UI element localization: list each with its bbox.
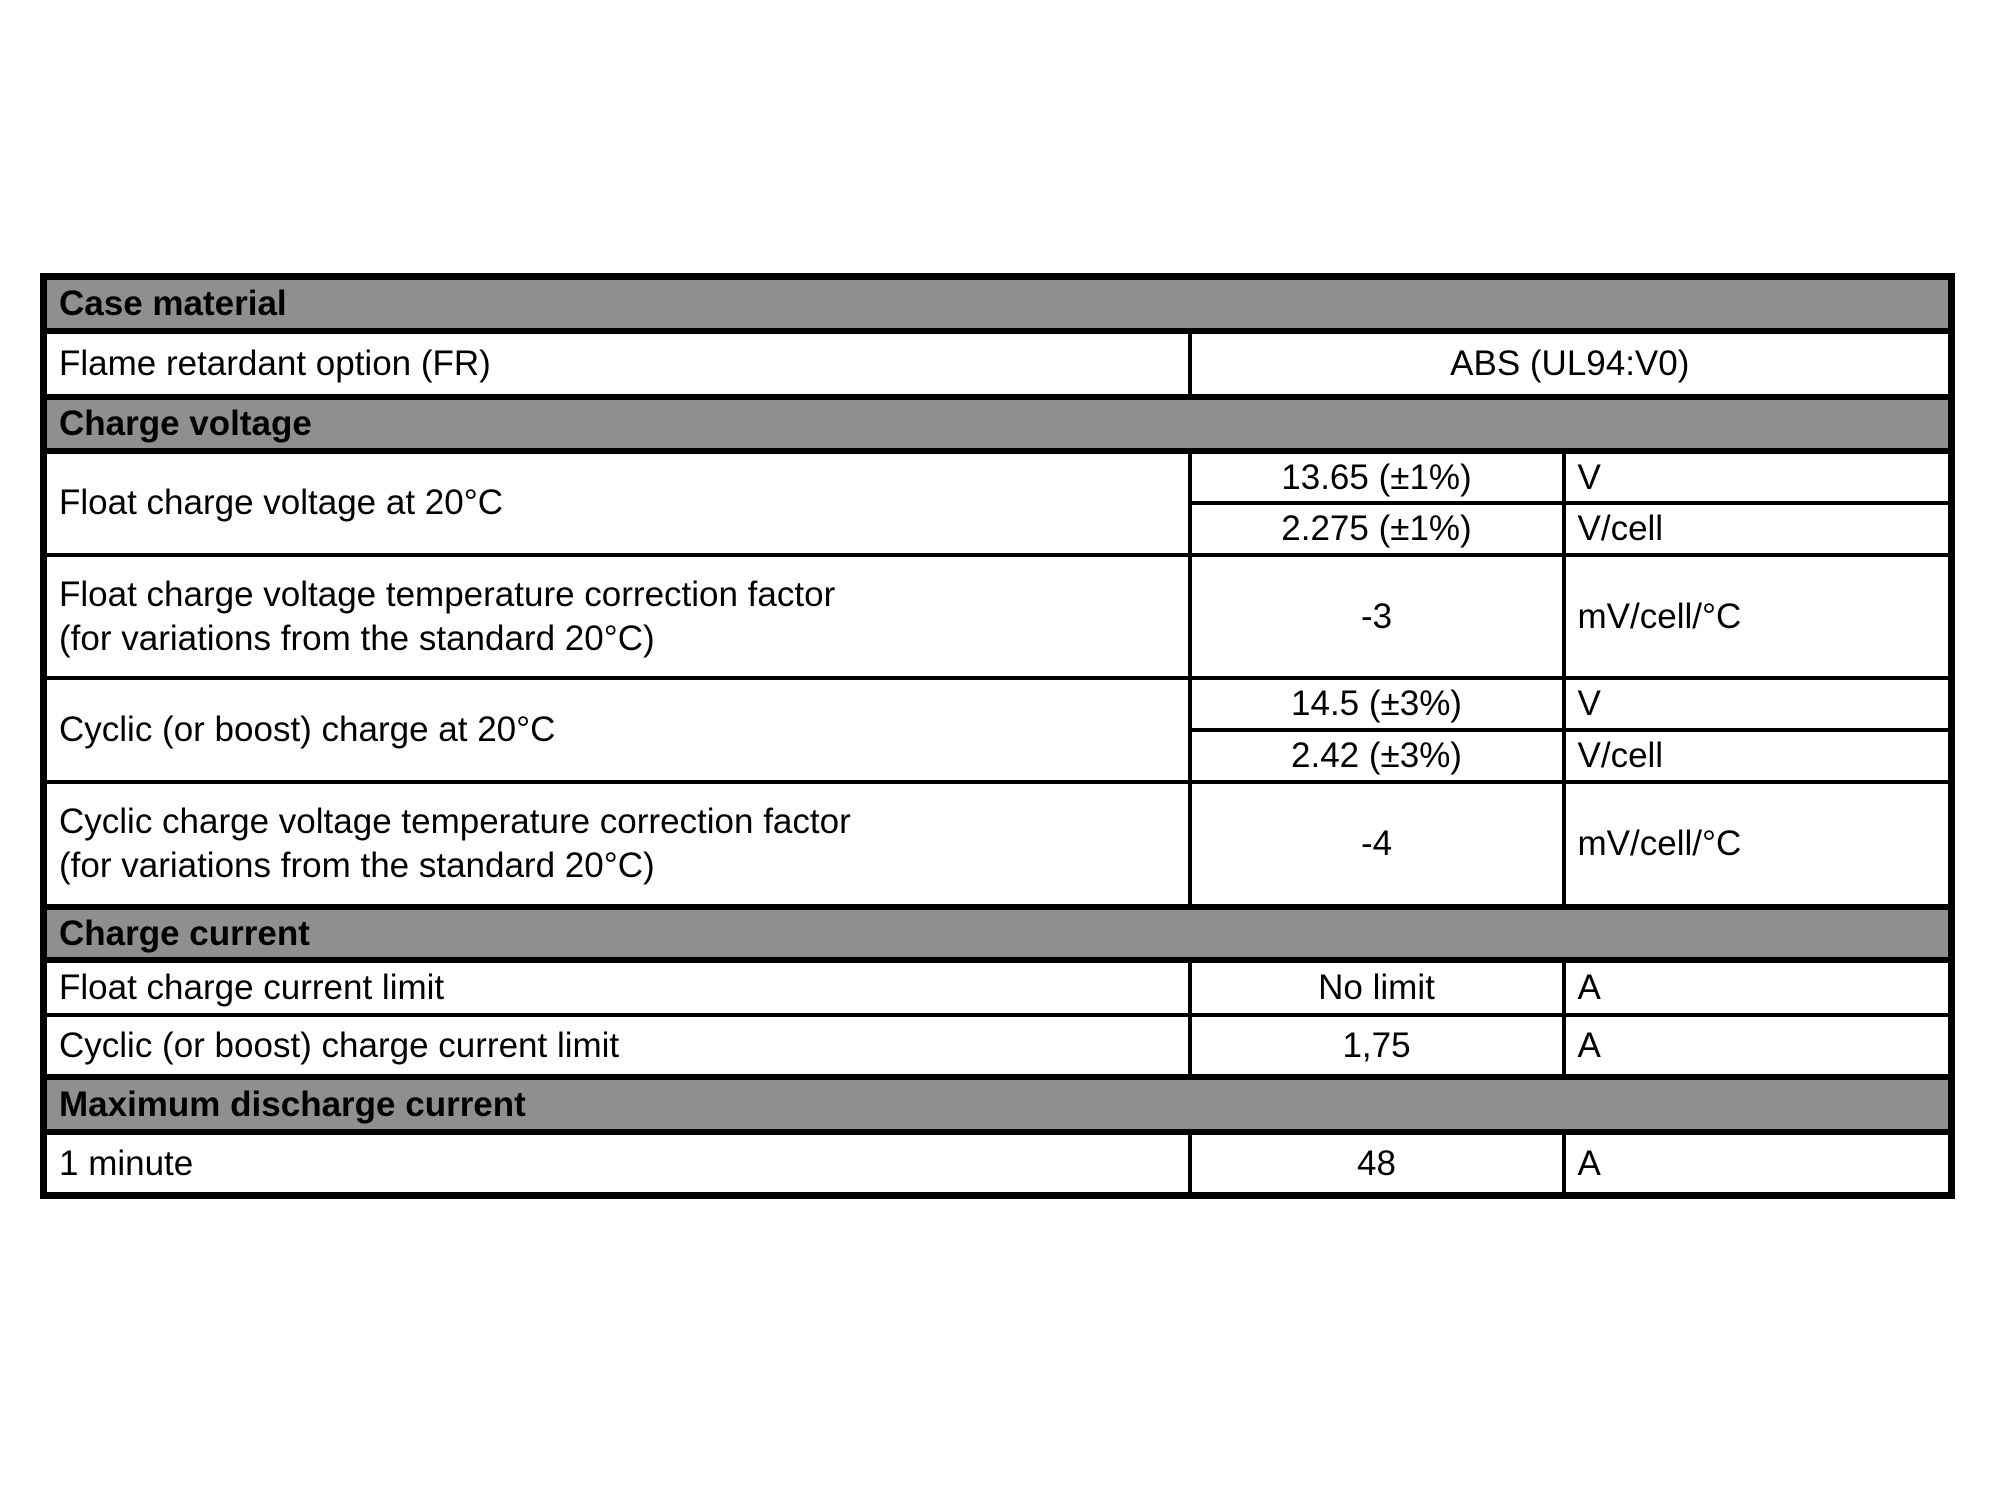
row-cyclic-temp-correction xyxy=(44,782,1952,907)
float-charge-voltage-value-v: 13.65 (±1%) xyxy=(1190,451,1564,504)
cyclic-charge-unit-v: V xyxy=(1564,678,1952,730)
float-temp-correction-unit: mV/cell/°C xyxy=(1564,555,1952,678)
float-current-limit-label: Float charge current limit xyxy=(44,960,1190,1015)
float-charge-voltage-label: Float charge voltage at 20°C xyxy=(44,451,1190,556)
row-flame-retardant xyxy=(44,331,1952,397)
flame-retardant-label: Flame retardant option (FR) xyxy=(44,331,1190,397)
row-one-minute-discharge xyxy=(44,1132,1952,1195)
cyclic-temp-correction-label-line2: (for variations from the standard 20°C) xyxy=(59,845,655,885)
one-minute-unit: A xyxy=(1564,1132,1952,1195)
float-current-limit-value: No limit xyxy=(1190,960,1564,1015)
cyclic-charge-value-v: 14.5 (±3%) xyxy=(1190,678,1564,730)
cyclic-charge-value-vcell: 2.42 (±3%) xyxy=(1190,730,1564,782)
one-minute-label: 1 minute xyxy=(44,1132,1190,1195)
cyclic-current-limit-value: 1,75 xyxy=(1190,1015,1564,1077)
row-float-current-limit xyxy=(44,960,1952,1015)
float-charge-voltage-unit-v: V xyxy=(1564,451,1952,504)
float-temp-correction-label xyxy=(44,555,1190,678)
float-charge-voltage-unit-vcell: V/cell xyxy=(1564,503,1952,555)
cyclic-current-limit-unit: A xyxy=(1564,1015,1952,1077)
row-cyclic-current-limit xyxy=(44,1015,1952,1077)
row-float-temp-correction xyxy=(44,555,1952,678)
row-float-charge-voltage xyxy=(44,451,1952,504)
float-temp-correction-value: -3 xyxy=(1190,555,1564,678)
row-cyclic-charge xyxy=(44,678,1952,730)
cyclic-charge-unit-vcell: V/cell xyxy=(1564,730,1952,782)
cyclic-charge-label: Cyclic (or boost) charge at 20°C xyxy=(44,678,1190,782)
section-title-charge-voltage: Charge voltage xyxy=(44,397,1952,451)
section-row-case-material xyxy=(44,277,1952,331)
cyclic-temp-correction-label-line1: Cyclic charge voltage temperature correction factor xyxy=(59,801,851,841)
flame-retardant-value: ABS (UL94:V0) xyxy=(1190,331,1952,397)
section-row-charge-voltage xyxy=(44,397,1952,451)
battery-spec-table xyxy=(40,273,1955,1199)
float-temp-correction-label-line2: (for variations from the standard 20°C) xyxy=(59,618,655,658)
float-temp-correction-label-line1: Float charge voltage temperature correction factor xyxy=(59,574,836,614)
one-minute-value: 48 xyxy=(1190,1132,1564,1195)
section-title-max-discharge-current: Maximum discharge current xyxy=(44,1077,1952,1132)
float-charge-voltage-value-vcell: 2.275 (±1%) xyxy=(1190,503,1564,555)
section-row-max-discharge-current xyxy=(44,1077,1952,1132)
cyclic-temp-correction-value: -4 xyxy=(1190,782,1564,907)
cyclic-temp-correction-unit: mV/cell/°C xyxy=(1564,782,1952,907)
section-title-charge-current: Charge current xyxy=(44,907,1952,961)
float-current-limit-unit: A xyxy=(1564,960,1952,1015)
cyclic-current-limit-label: Cyclic (or boost) charge current limit xyxy=(44,1015,1190,1077)
section-row-charge-current xyxy=(44,907,1952,961)
cyclic-temp-correction-label xyxy=(44,782,1190,907)
section-title-case-material: Case material xyxy=(44,277,1952,331)
